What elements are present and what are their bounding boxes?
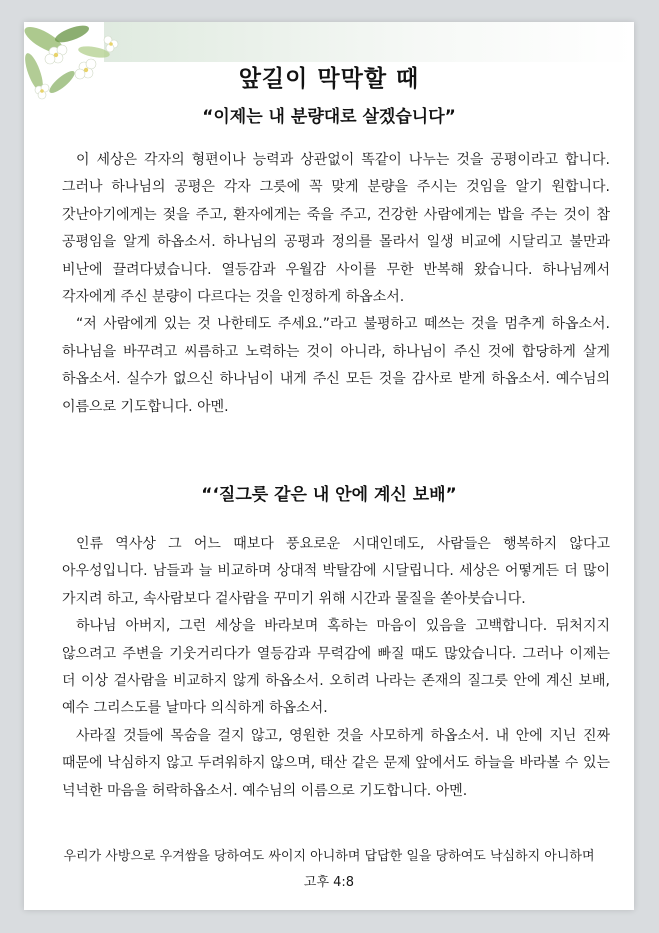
section1-subtitle: “이제는 내 분량대로 살겠습니다”: [202, 107, 456, 127]
section1-body: [62, 147, 610, 421]
section2-paragraph: 사라질 것들에 목숨을 걸지 않고, 영원한 것을 사모하게 하옵소서. 내 안에 지닌 진짜 때문에 낙심하지 않고 두려워하지 않으며, 태산 같은 문제 앞에서도 하늘을 바라볼 수 있는 넉넉한 마음을 허락하옵소서. 예수님의 이름으로 기도합니다. 아멘.: [62, 727, 610, 799]
verse-text: 우리가 사방으로 우겨쌈을 당하여도 싸이지 아니하며 답답한 일을 당하여도 낙심하지 아니하며: [63, 849, 595, 864]
section1-paragraph: 이 세상은 각자의 형편이나 능력과 상관없이 똑같이 나누는 것을 공평이라고 합니다. 그러나 하나님의 공평은 각자 그릇에 꼭 맞게 분량을 주시는 것임을 알기 원합니다. 갓난아기에게는 젖을 주고, 환자에게는 죽을 주고, 건강한 사람에게는 밥을 주는 것이 참 공평임을 알게 하옵소서. 하나님의 공평과 정의를 몰라서 일생 비교에 시달리고 불만과 비난에 끌려다녔습니다. 열등감과 우월감 사이를 무한 반복해 왔습니다. 하나님께서 각자에게 주신 분량이 다르다는 것을 인정하게 하옵소서.: [62, 152, 610, 306]
section2-subtitle: “‘질그릇 같은 내 안에 계신 보배”: [201, 485, 457, 505]
section2-paragraph: 인류 역사상 그 어느 때보다 풍요로운 시대인데도, 사람들은 행복하지 않다고 아우성입니다. 남들과 늘 비교하며 상대적 박탈감에 시달립니다. 세상은 어떻게든 더 많이 가지려 하고, 속사람보다 겉사람을 꾸미기 위해 시간과 물질을 쏟아붓습니다.: [62, 536, 610, 607]
header-background-wash: [104, 22, 634, 62]
section1-paragraph: “저 사람에게 있는 것 나한테도 주세요.”라고 불평하고 떼쓰는 것을 멈추게 하옵소서. 하나님을 바꾸려고 씨름하고 노력하는 것이 아니라, 하나님이 주신 것에 합당하게 살게 하옵소서. 실수가 없으신 하나님이 내게 주신 모든 것을 감사로 받게 하옵소서. 예수님의 이름으로 기도합니다. 아멘.: [62, 316, 610, 415]
page-title: 앞길이 막막할 때: [238, 66, 420, 92]
prayer-page: [24, 22, 634, 910]
bible-verse: [24, 844, 634, 896]
section2-paragraph: 하나님 아버지, 그런 세상을 바라보며 혹하는 마음이 있음을 고백합니다. 뒤처지지 않으려고 주변을 기웃거리다가 열등감과 무력감에 빠질 때도 많았습니다. 그러나 이제는 더 이상 겉사람을 비교하지 않게 하옵소서. 오히려 나라는 존재의 질그릇 안에 계신 보배, 예수 그리스도를 날마다 의식하게 하옵소서.: [62, 618, 610, 717]
section2-body: [62, 531, 610, 805]
verse-reference: 고후 4:8: [303, 875, 355, 890]
